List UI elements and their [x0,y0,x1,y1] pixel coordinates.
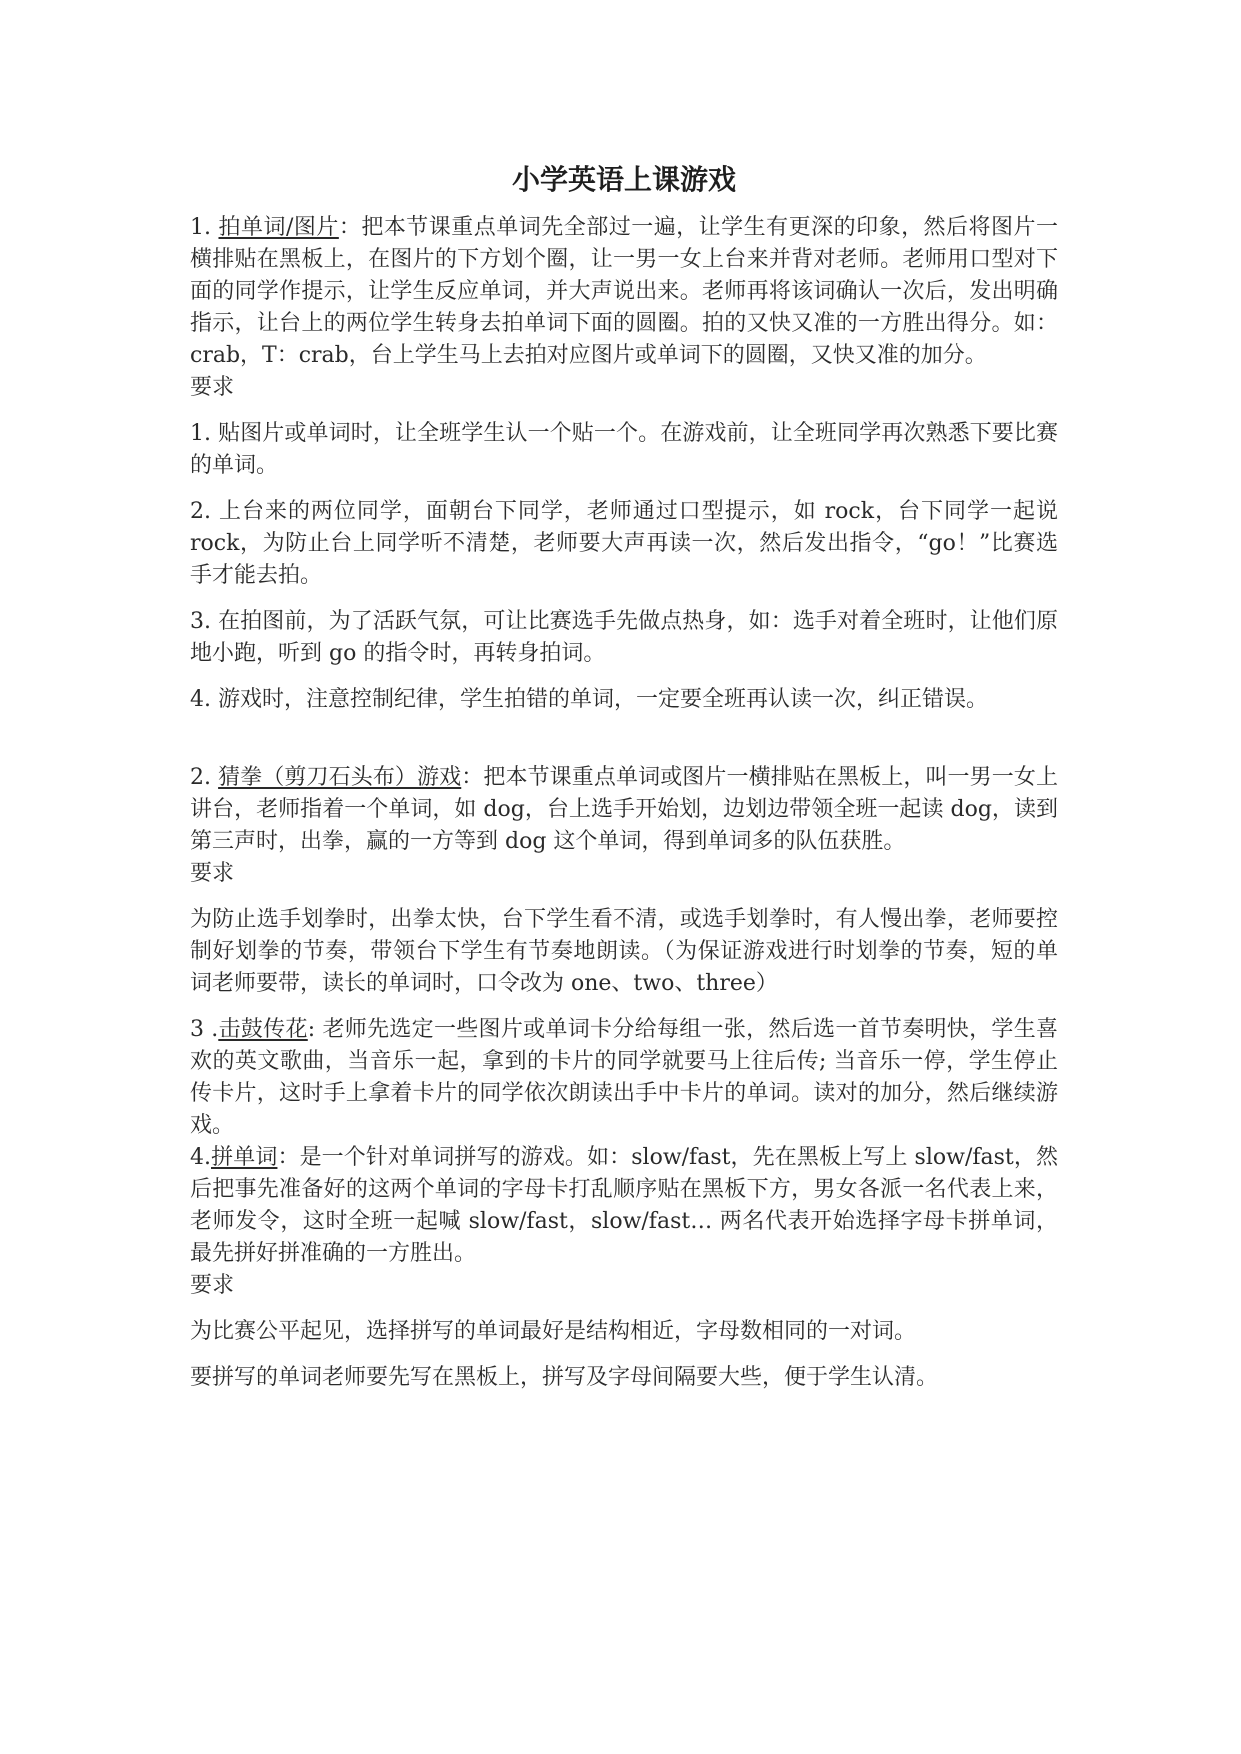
game4-requirement-1: 为比赛公平起见，选择拼写的单词最好是结构相近，字母数相同的一对词。 [190,1319,917,1344]
game4-number: 4. [190,1145,211,1170]
game3-name: 击鼓传花 [218,1017,308,1042]
game4-name: 拼单词 [211,1145,278,1170]
game2-name: 猜拳（剪刀石头布）游戏 [218,765,462,790]
game4-paragraph [190,1142,1058,1270]
game1-requirement-2: 2. 上台来的两位同学，面朝台下同学，老师通过口型提示，如 rock，台下同学一起说 rock，为防止台上同学听不清楚，老师要大声再读一次，然后发出指令，“go！”比赛选手才能去拍。 [190,499,1058,588]
document-title: 小学英语上课游戏 [511,163,736,196]
game2-requirement: 为防止选手划拳时，出拳太快，台下学生看不清，或选手划拳时，有人慢出拳，老师要控制好划拳的节奏，带领台下学生有节奏地朗读。（为保证游戏进行时划拳的节奏，短的单词老师要带，读长的单词时，口令改为 one、two、three） [190,907,1058,996]
game1-requirement-1: 1. 贴图片或单词时，让全班学生认一个贴一个。在游戏前，让全班同学再次熟悉下要比赛的单词。 [190,421,1058,478]
game4-description: ：是一个针对单词拼写的游戏。如：slow/fast，先在黑板上写上 slow/fast，然后把事先准备好的这两个单词的字母卡打乱顺序贴在黑板下方，男女各派一名代表上来，老师发令，这时全班一起喊 slow/fast，slow/fast… 两名代表开始选择字母卡拼单词，最先拼好拼准确的一方胜出。 [190,1145,1058,1266]
game3-paragraph [190,1014,1058,1142]
game2-description: ：把本节课重点单词或图片一横排贴在黑板上，叫一男一女上讲台，老师指着一个单词，如 dog，台上选手开始划，边划边带领全班一起读 dog，读到第三声时，出拳，赢的一方等到 dog 这个单词，得到单词多的队伍获胜。 [190,765,1058,854]
game1-paragraph [190,212,1058,372]
game1-description: ：把本节课重点单词先全部过一遍，让学生有更深的印象，然后将图片一横排贴在黑板上，在图片的下方划个圈，让一男一女上台来并背对老师。老师用口型对下面的同学作提示，让学生反应单词，并大声说出来。老师再将该词确认一次后，发出明确指示，让台上的两位学生转身去拍单词下面的圆圈。拍的又快又准的一方胜出得分。如：crab，T：crab，台上学生马上去拍对应图片或单词下的圆圈，又快又准的加分。 [190,215,1059,368]
game2-number: 2. [190,765,219,790]
game1-requirement-4: 4. 游戏时，注意控制纪律，学生拍错的单词，一定要全班再认读一次，纠正错误。 [190,687,988,712]
game2-requirements-label: 要求 [190,861,235,886]
document-page [190,160,1058,1394]
game4-requirements-label: 要求 [190,1273,235,1298]
game1-requirement-3: 3. 在拍图前，为了活跃气氛，可让比赛选手先做点热身，如：选手对着全班时，让他们原地小跑，听到 go 的指令时，再转身拍词。 [190,609,1058,666]
game1-number: 1. [190,215,219,240]
game3-number: 3 . [190,1017,219,1042]
game2-paragraph [190,762,1058,858]
game1-name: 拍单词/图片 [218,215,339,240]
game4-requirement-2: 要拼写的单词老师要先写在黑板上，拼写及字母间隔要大些，便于学生认清。 [190,1365,939,1390]
game1-requirements-label: 要求 [190,375,235,400]
game3-description: : 老师先选定一些图片或单词卡分给每组一张，然后选一首节奏明快，学生喜欢的英文歌曲，当音乐一起，拿到的卡片的同学就要马上往后传; 当音乐一停，学生停止传卡片，这时手上拿着卡片的同学依次朗读出手中卡片的单词。读对的加分，然后继续游戏。 [190,1017,1058,1138]
